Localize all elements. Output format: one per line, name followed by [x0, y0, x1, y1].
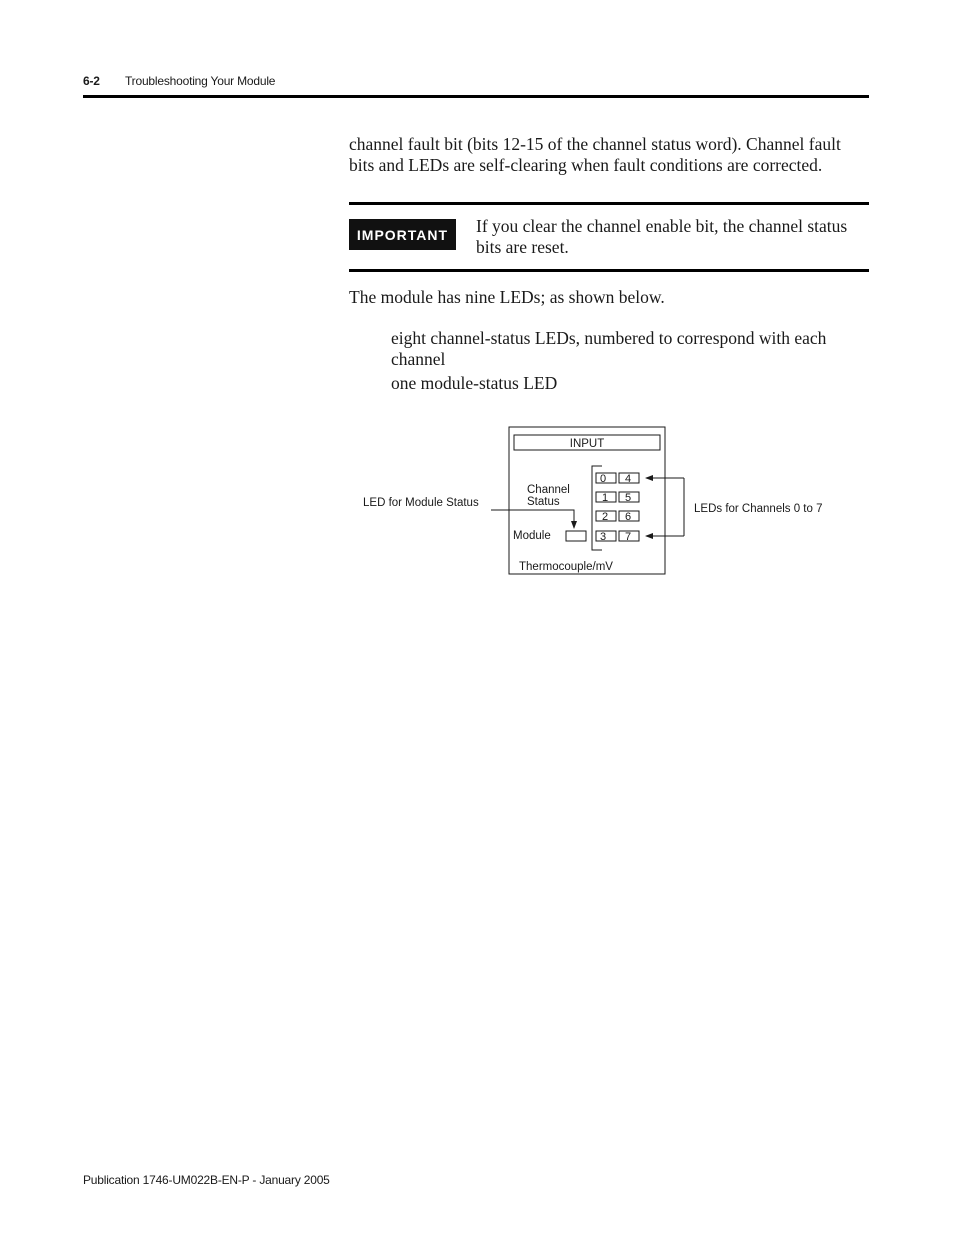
paragraph-channel-fault: channel fault bit (bits 12-15 of the channel status word). Channel fault bits and LEDs are self-clearing when fault conditions are corrected. — [349, 134, 841, 175]
channel-led-5 — [619, 492, 639, 502]
page-header — [83, 72, 869, 98]
list-item-module-led: one module-status LED — [391, 373, 558, 393]
chapter-title: Troubleshooting Your Module — [125, 74, 276, 88]
module-panel — [509, 427, 665, 574]
channel-led-0 — [596, 473, 616, 483]
channel-led-7 — [619, 531, 639, 541]
channel-led-label-7: 7 — [624, 531, 632, 543]
module-status-led — [566, 531, 586, 541]
channel-led-label-6: 6 — [624, 511, 632, 523]
list-item-channel-leds: eight channel-status LEDs, numbered to correspond with each channel — [391, 328, 827, 369]
module-status-callout: LED for Module Status — [363, 497, 479, 509]
channel-status-label-line2: Status — [527, 496, 560, 508]
channel-led-4 — [619, 473, 639, 483]
channel-led-3 — [596, 531, 616, 541]
channel-led-label-0: 0 — [599, 473, 607, 485]
important-callout — [349, 202, 869, 272]
input-title: INPUT — [569, 438, 605, 450]
important-label: IMPORTANT — [349, 219, 456, 250]
channel-led-bracket — [592, 466, 602, 550]
module-status-leader-line — [491, 510, 574, 528]
thermocouple-label: Thermocouple/mV — [519, 561, 613, 573]
channel-led-2 — [596, 511, 616, 521]
channel-leds-callout: LEDs for Channels 0 to 7 — [694, 503, 823, 515]
paragraph-nine-leds: The module has nine LEDs; as shown below. — [349, 287, 665, 307]
important-text: If you clear the channel enable bit, the channel status bits are reset. — [476, 216, 848, 257]
channel-led-1 — [596, 492, 616, 502]
header-rule — [83, 95, 869, 98]
footer-publication: Publication 1746-UM022B-EN-P - January 2005 — [83, 1173, 330, 1187]
channel-led-6 — [619, 511, 639, 521]
channel-led-label-3: 3 — [599, 531, 607, 543]
channel-led-label-2: 2 — [601, 511, 609, 523]
channel-led-label-4: 4 — [624, 473, 632, 485]
page-number: 6-2 — [83, 74, 100, 88]
channel-status-label-line1: Channel — [527, 484, 570, 496]
module-label: Module — [513, 530, 551, 542]
channel-led-label-1: 1 — [601, 492, 609, 504]
channel-led-label-5: 5 — [624, 492, 632, 504]
input-title-box — [514, 435, 660, 450]
